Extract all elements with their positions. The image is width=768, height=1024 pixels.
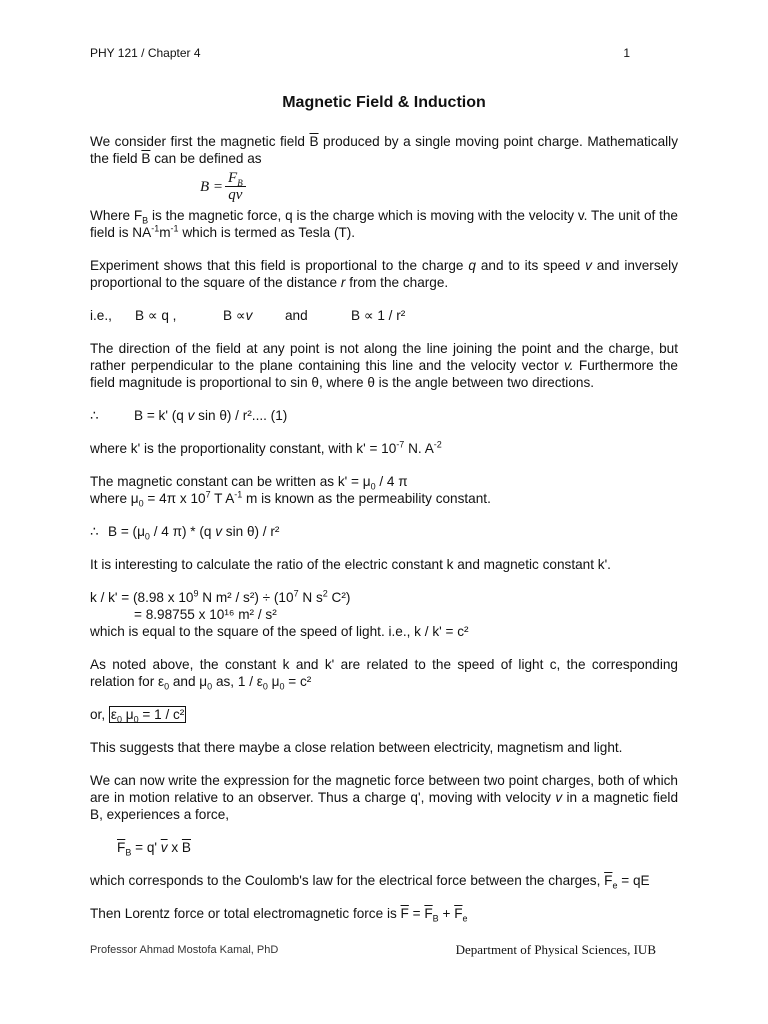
- document-body: [90, 133, 678, 922]
- paragraph-magnetic-constant: The magnetic constant can be written as $k' = \mu_0 / 4$ π where $\mu_0 = 4\pi$ x $10^7$ T $A^{-1}$ m is known as the permeability constant.: [90, 474, 491, 509]
- footer-author: Professor Ahmad Mostofa Kamal, PhD: [90, 944, 279, 956]
- boxed-relation: or, $\varepsilon_0$ $\mu_0 = 1 / c^2$: [90, 707, 185, 725]
- paragraph-ratio-intro: It is interesting to calculate the ratio of the electric constant k and magnetic constant k'.: [90, 557, 611, 572]
- equation-magnetic-force: $\overline{F}_B = q'$ $\overline{v}$ x $\overline{B}$: [117, 840, 191, 858]
- paragraph-units: Where $F_B$ is the magnetic force, q is the charge which is moving with the velocity v. The unit of the field is $NA^{-1}m^{-1}$ which is termed as Tesla (T).: [90, 208, 678, 240]
- page-number: 1: [623, 46, 630, 60]
- footer-department: Department of Physical Sciences, IUB: [455, 942, 656, 957]
- running-header: PHY 121 / Chapter 4: [90, 46, 201, 60]
- proportionality-relations: i.e., B ∝ q , B ∝v and B ∝ 1 / r²: [90, 308, 406, 323]
- ratio-calculation: k / k' = (8.98 x $10^9$ N $m^2 / s^2) \div (10^7$ N $s^2$ C²) = 8.98755 x 10¹⁶ m² / s² which is equal to the square of the speed of light. i.e., k / k' = c²: [90, 588, 469, 639]
- paragraph-proportionality-constant: where k' is the proportionality constant, with $k' = 10^{-7}$ N. $A^{-2}$: [90, 439, 442, 456]
- boxed-equation: $\varepsilon_0$ $\mu_0 = 1 / c^2$: [110, 707, 185, 725]
- paragraph-experiment: Experiment shows that this field is proportional to the charge q and to its speed v and inversely proportional to the square of the distance r from the charge.: [90, 258, 678, 290]
- paragraph-intro: We consider first the magnetic field $\overline{B}$ produced by a single moving point charge. Mathematically the field $\overline{B}$ can be defined as: [90, 134, 678, 166]
- paragraph-speed-of-light: As noted above, the constant k and k' are related to the speed of light c, the corresponding relation for $\varepsilon_0$ and $\mu_0$ as, $1 / \varepsilon_0$ $\mu_0 = c^2$: [90, 657, 678, 692]
- equation-1: ∴ B = k' (q v sin θ) / r².... (1): [90, 408, 288, 423]
- page-title: Magnetic Field & Induction: [282, 94, 486, 111]
- paragraph-lorentz: Then Lorentz force or total electromagnetic force is $\overline{F} = \overline{F}_B + \overline{F}_e$: [90, 906, 468, 924]
- paragraph-coulomb: which corresponds to the Coulomb's law for the electrical force between the charges, $\overline{F}_e$ = qE: [90, 873, 650, 891]
- vector-b: $\overline{B}$: [309, 134, 319, 149]
- paragraph-magnetic-force: We can now write the expression for the magnetic force between two point charges, both of which are in motion relative to an observer. Thus a charge q', moving with velocity v in a magnetic field B, experiences a force,: [90, 773, 679, 822]
- formula-field-definition: B = $\frac{F_B}{qv}$: [90, 167, 678, 207]
- paragraph-suggestion: This suggests that there maybe a close relation between electricity, magnetism and light.: [90, 740, 623, 755]
- equation-2: ∴ $B = (\mu_0 / 4$ π) * (q v sin θ) / r²: [90, 524, 280, 542]
- paragraph-direction: The direction of the field at any point is not along the line joining the point and the charge, but rather perpendicular to the plane containing this line and the velocity vector v. Furthermore the field magnitude is proportional to sin θ, where θ is the angle between two directions.: [90, 341, 678, 390]
